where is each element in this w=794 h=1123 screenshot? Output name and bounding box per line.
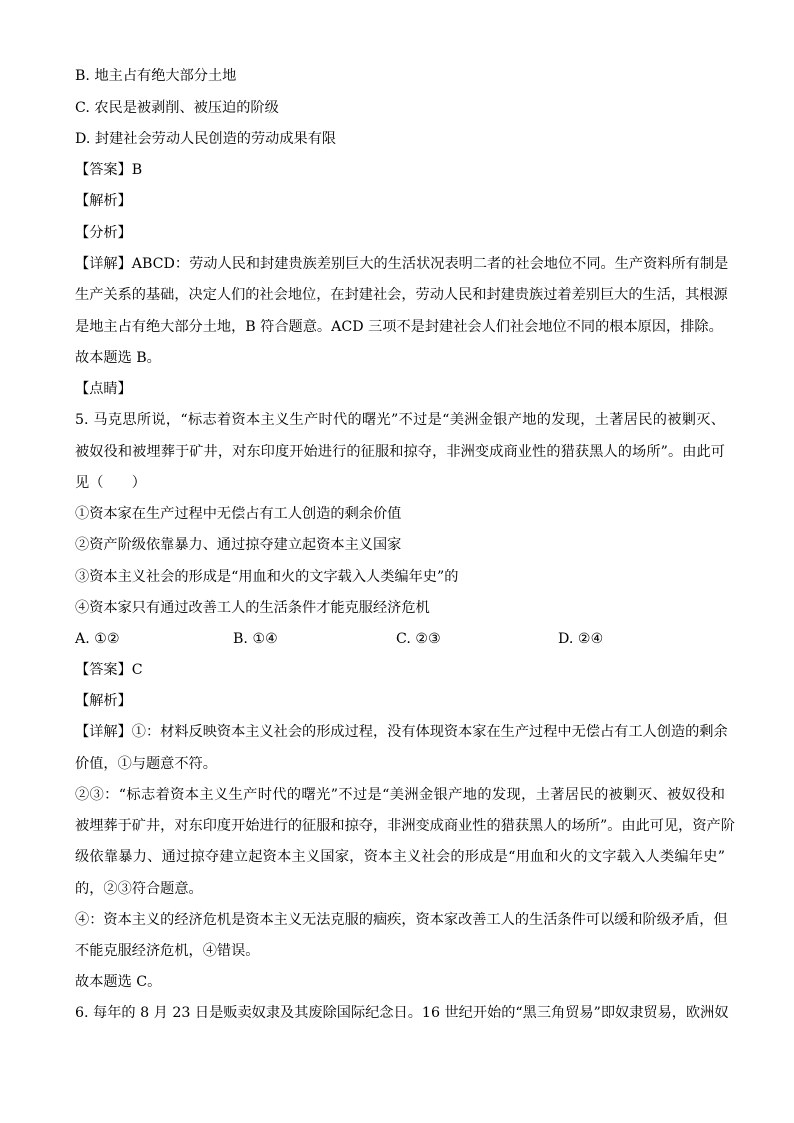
q5-item-1: ①资本家在生产过程中无偿占有工人创造的剩余价值 <box>75 506 402 522</box>
q5-item-2: ②资产阶级依靠暴力、通过掠夺建立起资本主义国家 <box>75 537 402 553</box>
q5-answer: 【答案】C <box>75 662 143 678</box>
q5-detail-line: 价值，①与题意不符。 <box>75 756 217 772</box>
q5-detail-line: 的，②③符合题意。 <box>75 881 203 897</box>
q6-stem-line: 6. 每年的 8 月 23 日是贩卖奴隶及其废除国际纪念日。16 世纪开始的“黑三角贸易”即奴隶贸易，欧洲奴 <box>75 1005 729 1021</box>
q4-fenxi-heading: 【分析】 <box>75 225 132 241</box>
q5-detail-line: 被埋葬于矿井，对东印度开始进行的征服和掠夺，非洲变成商业性的猎获黑人的场所”。由此可见，资产阶 <box>75 818 735 834</box>
q4-option-b: B. 地主占有绝大部分土地 <box>75 68 237 84</box>
q5-choice-a: A. ①② <box>75 631 120 647</box>
q4-detail-line: 生产关系的基础，决定人们的社会地位，在封建社会，劳动人民和封建贵族过着差别巨大的生活，其根源 <box>75 287 728 303</box>
q5-choices <box>75 629 725 649</box>
q5-detail-line: 级依靠暴力、通过掠夺建立起资本主义国家，资本主义社会的形成是“用血和火的文字载入人类编年史” <box>75 849 725 865</box>
q5-analysis-heading: 【解析】 <box>75 693 132 709</box>
q5-item-4: ④资本家只有通过改善工人的生活条件才能克服经济危机 <box>75 600 430 616</box>
q5-conclusion: 故本题选 C。 <box>75 974 162 990</box>
q5-item-3: ③资本主义社会的形成是“用血和火的文字载入人类编年史”的 <box>75 569 459 585</box>
q5-stem-line: 被奴役和被埋葬于矿井，对东印度开始进行的征服和掠夺，非洲变成商业性的猎获黑人的场所”。由此可 <box>75 444 725 460</box>
q4-dianjing-heading: 【点睛】 <box>75 381 132 397</box>
q5-stem-line: 见（ ） <box>75 475 146 491</box>
q5-choice-d: D. ②④ <box>558 631 604 647</box>
q4-option-c: C. 农民是被剥削、被压迫的阶级 <box>75 100 279 116</box>
q5-choice-b: B. ①④ <box>233 631 278 647</box>
q4-detail-line: 是地主占有绝大部分土地，B 符合题意。ACD 三项不是封建社会人们社会地位不同的根本原因，排除。 <box>75 319 723 335</box>
q4-detail-line: 【详解】ABCD：劳动人民和封建贵族差别巨大的生活状况表明二者的社会地位不同。生产资料所有制是 <box>75 256 729 272</box>
q4-analysis-heading: 【解析】 <box>75 193 132 209</box>
q5-detail-line: 【详解】①：材料反映资本主义社会的形成过程，没有体现资本家在生产过程中无偿占有工人创造的剩余 <box>75 724 728 740</box>
q4-conclusion: 故本题选 B。 <box>75 350 161 366</box>
q4-answer: 【答案】B <box>75 162 143 178</box>
q4-option-d: D. 封建社会劳动人民创造的劳动成果有限 <box>75 131 337 147</box>
q5-detail-line: 不能克服经济危机，④错误。 <box>75 943 260 959</box>
q5-detail-line: ④：资本主义的经济危机是资本主义无法克服的痼疾，资本家改善工人的生活条件可以缓和阶级矛盾，但 <box>75 912 728 928</box>
q5-choice-c: C. ②③ <box>396 631 441 647</box>
q5-stem-line: 5. 马克思所说，“标志着资本主义生产时代的曙光”不过是“美洲金银产地的发现，土著居民的被剿灭、 <box>75 412 725 428</box>
q5-detail-line: ②③：“标志着资本主义生产时代的曙光”不过是“美洲金银产地的发现，土著居民的被剿灭、被奴役和 <box>75 787 725 803</box>
